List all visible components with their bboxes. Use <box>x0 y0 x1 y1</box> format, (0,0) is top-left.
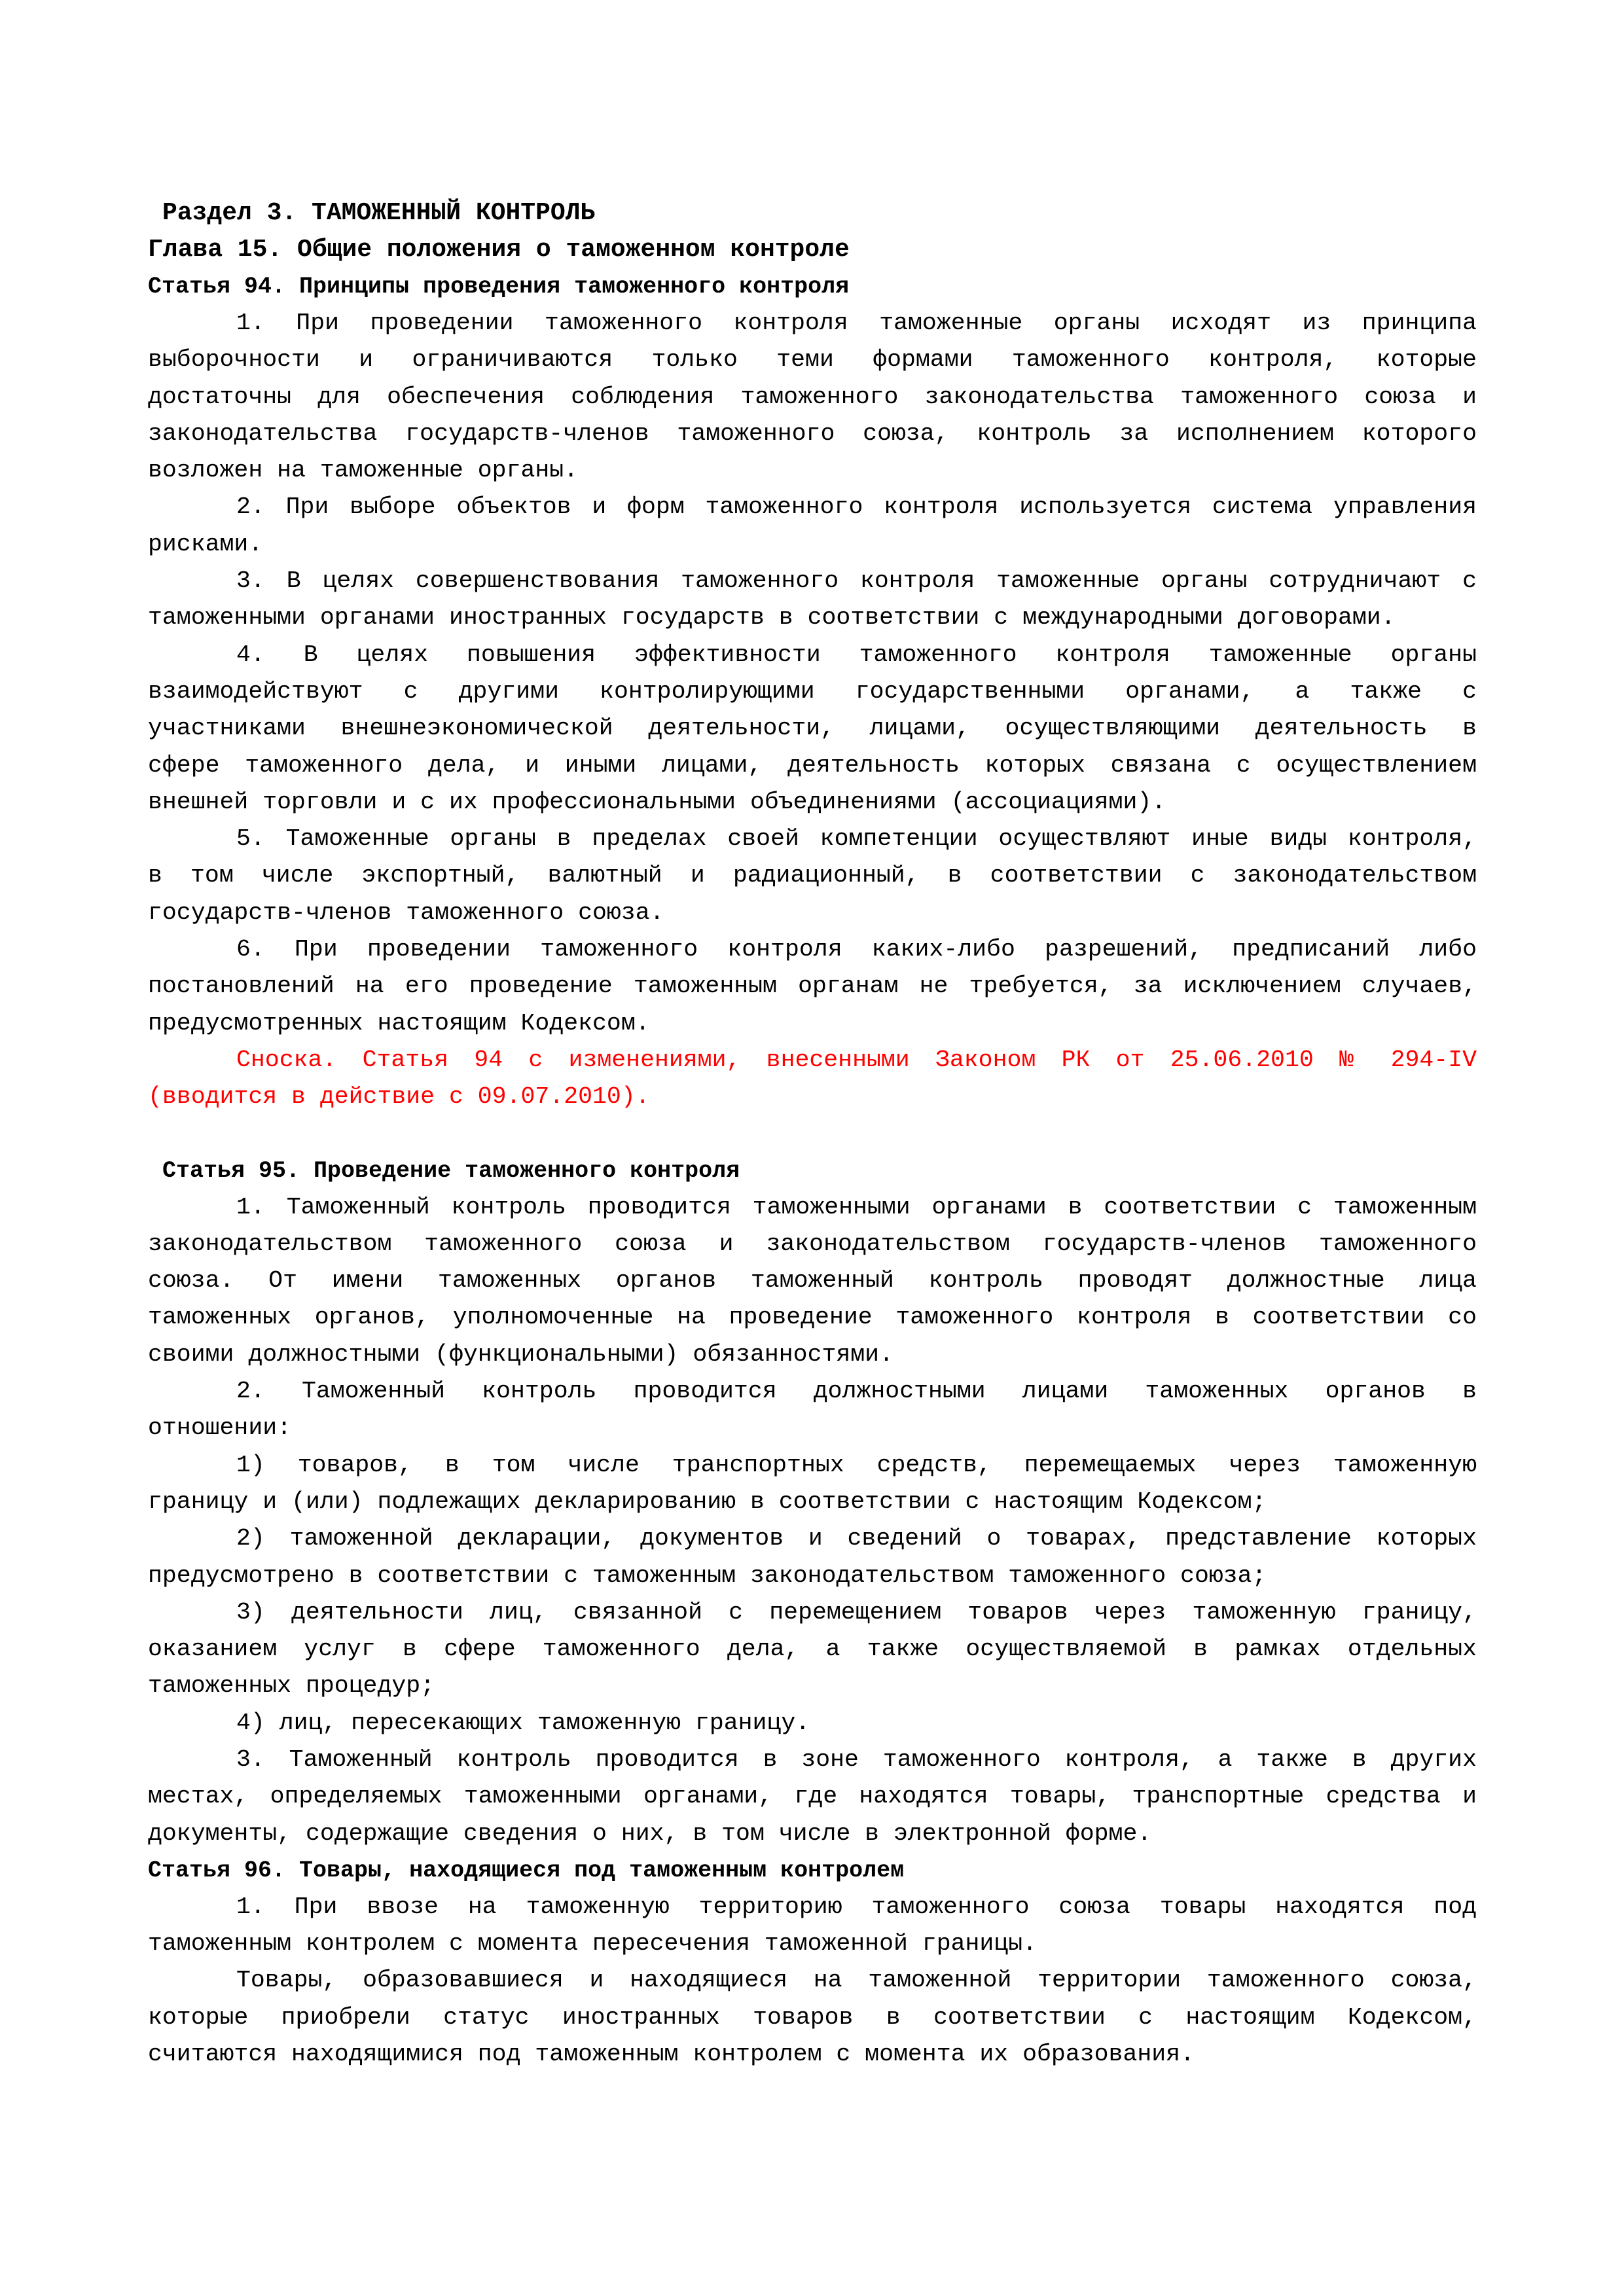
articles-container <box>148 268 1477 2073</box>
text-line: выборочности и ограничиваются только теми формами таможенного контроля, которые <box>148 346 1477 374</box>
text-line: 2. Таможенный контроль проводится должностными лицами таможенных органов в <box>236 1378 1477 1405</box>
text-line: отношении: <box>148 1414 292 1442</box>
paragraph <box>148 1594 1477 1705</box>
article-title: Статья 95. Проведение таможенного контроля <box>162 1157 740 1184</box>
text-line: границу и (или) подлежащих декларированию в соответствии с настоящим Кодексом; <box>148 1488 1267 1515</box>
text-line: участниками внешнеэкономической деятельности, лицами, осуществляющими деятельность в <box>148 715 1477 742</box>
text-line: документы, содержащие сведения о них, в том числе в электронной форме. <box>148 1820 1152 1847</box>
text-line: взаимодействуют с другими контролирующими государственными органами, а также с <box>148 677 1477 705</box>
text-line: местах, определяемых таможенными органами, где находятся товары, транспортные средства и <box>148 1783 1477 1810</box>
text-line: возложен на таможенные органы. <box>148 457 579 484</box>
text-line: 1. Таможенный контроль проводится таможенными органами в соответствии с таможенным <box>236 1193 1477 1221</box>
paragraph <box>148 637 1477 821</box>
paragraph <box>148 1742 1477 1852</box>
section-title: Раздел 3. ТАМОЖЕННЫЙ КОНТРОЛЬ <box>162 199 596 227</box>
paragraph <box>148 1520 1477 1594</box>
article-title: Статья 94. Принципы проведения таможенного контроля <box>148 274 850 300</box>
text-line: в том числе экспортный, валютный и радиационный, в соответствии с законодательством <box>148 862 1477 889</box>
paragraph <box>148 489 1477 563</box>
text-line: сфере таможенного дела, и иными лицами, деятельность которых связана с осуществлением <box>148 751 1477 779</box>
paragraph <box>148 821 1477 931</box>
paragraph <box>148 1962 1477 2073</box>
paragraph <box>148 1373 1477 1447</box>
text-line: предусмотренных настоящим Кодексом. <box>148 1009 650 1037</box>
text-line: таможенных процедур; <box>148 1672 435 1700</box>
text-line: оказанием услуг в сфере таможенного дела, а также осуществляемой в рамках отдельных <box>148 1636 1477 1663</box>
text-line: считаются находящимися под таможенным контролем с момента их образования. <box>148 2041 1195 2068</box>
document-page <box>148 195 1477 2073</box>
paragraph <box>148 305 1477 489</box>
paragraph <box>148 1447 1477 1521</box>
footnote-line: Сноска. Статья 94 с изменениями, внесенными Законом РК от 25.06.2010 № 294-IV <box>236 1046 1477 1073</box>
text-line: законодательства государств-членов таможенного союза, контроль за исполнением которого <box>148 420 1477 447</box>
paragraph <box>148 1705 1477 1742</box>
text-line: союза. От имени таможенных органов таможенный контроль проводят должностные лица <box>148 1267 1477 1295</box>
paragraph <box>148 1189 1477 1373</box>
text-line: предусмотрено в соответствии с таможенным законодательством таможенного союза; <box>148 1562 1267 1589</box>
text-line: таможенным контролем с момента пересечения таможенной границы. <box>148 1930 1038 1958</box>
footnote-line: (вводится в действие с 09.07.2010). <box>148 1083 650 1111</box>
paragraph <box>148 563 1477 637</box>
text-line: 2) таможенной декларации, документов и сведений о товарах, представление которых <box>236 1525 1477 1552</box>
text-line: государств-членов таможенного союза. <box>148 899 664 926</box>
text-line: 5. Таможенные органы в пределах своей компетенции осуществляют иные виды контроля, <box>236 825 1477 853</box>
text-line: своими должностными (функциональными) обязанностями. <box>148 1340 893 1368</box>
text-line: 6. При проведении таможенного контроля каких-либо разрешений, предписаний либо <box>236 936 1477 963</box>
text-line: 4) лиц, пересекающих таможенную границу. <box>236 1709 810 1736</box>
text-line: 3) деятельности лиц, связанной с перемещением товаров через таможенную границу, <box>236 1598 1477 1626</box>
footnote <box>148 1042 1477 1116</box>
text-line: внешней торговли и с их профессиональными объединениями (ассоциациями). <box>148 788 1166 816</box>
text-line: рисками. <box>148 530 263 558</box>
text-line: Товары, образовавшиеся и находящиеся на таможенной территории таможенного союза, <box>236 1967 1477 1994</box>
paragraph <box>148 1889 1477 1963</box>
text-line: 1. При ввозе на таможенную территорию таможенного союза товары находятся под <box>236 1893 1477 1920</box>
text-line: 2. При выборе объектов и форм таможенного контроля используется система управления <box>236 493 1477 521</box>
spacer <box>148 1116 1477 1153</box>
article-96 <box>148 1852 1477 2073</box>
text-line: таможенными органами иностранных государств в соответствии с международными договорами. <box>148 604 1396 632</box>
text-line: 3. Таможенный контроль проводится в зоне таможенного контроля, а также в других <box>236 1746 1477 1773</box>
text-line: 4. В целях повышения эффективности таможенного контроля таможенные органы <box>236 641 1477 668</box>
text-line: 3. В целях совершенствования таможенного контроля таможенные органы сотрудничают с <box>236 567 1477 595</box>
article-95 <box>148 1153 1477 1852</box>
text-line: постановлений на его проведение таможенным органам не требуется, за исключением случаев, <box>148 973 1477 1000</box>
paragraph <box>148 931 1477 1042</box>
text-line: которые приобрели статус иностранных товаров в соответствии с настоящим Кодексом, <box>148 2003 1477 2031</box>
text-line: 1) товаров, в том числе транспортных средств, перемещаемых через таможенную <box>236 1451 1477 1479</box>
text-line: законодательством таможенного союза и законодательством государств-членов таможенного <box>148 1230 1477 1257</box>
article-title: Статья 96. Товары, находящиеся под таможенным контролем <box>148 1857 905 1884</box>
text-line: таможенных органов, уполномоченные на проведение таможенного контроля в соответствии со <box>148 1304 1477 1331</box>
chapter-title: Глава 15. Общие положения о таможенном контроле <box>148 236 850 264</box>
text-line: достаточны для обеспечения соблюдения таможенного законодательства таможенного союза и <box>148 383 1477 410</box>
article-94 <box>148 268 1477 1116</box>
text-line: 1. При проведении таможенного контроля таможенные органы исходят из принципа <box>236 310 1477 336</box>
